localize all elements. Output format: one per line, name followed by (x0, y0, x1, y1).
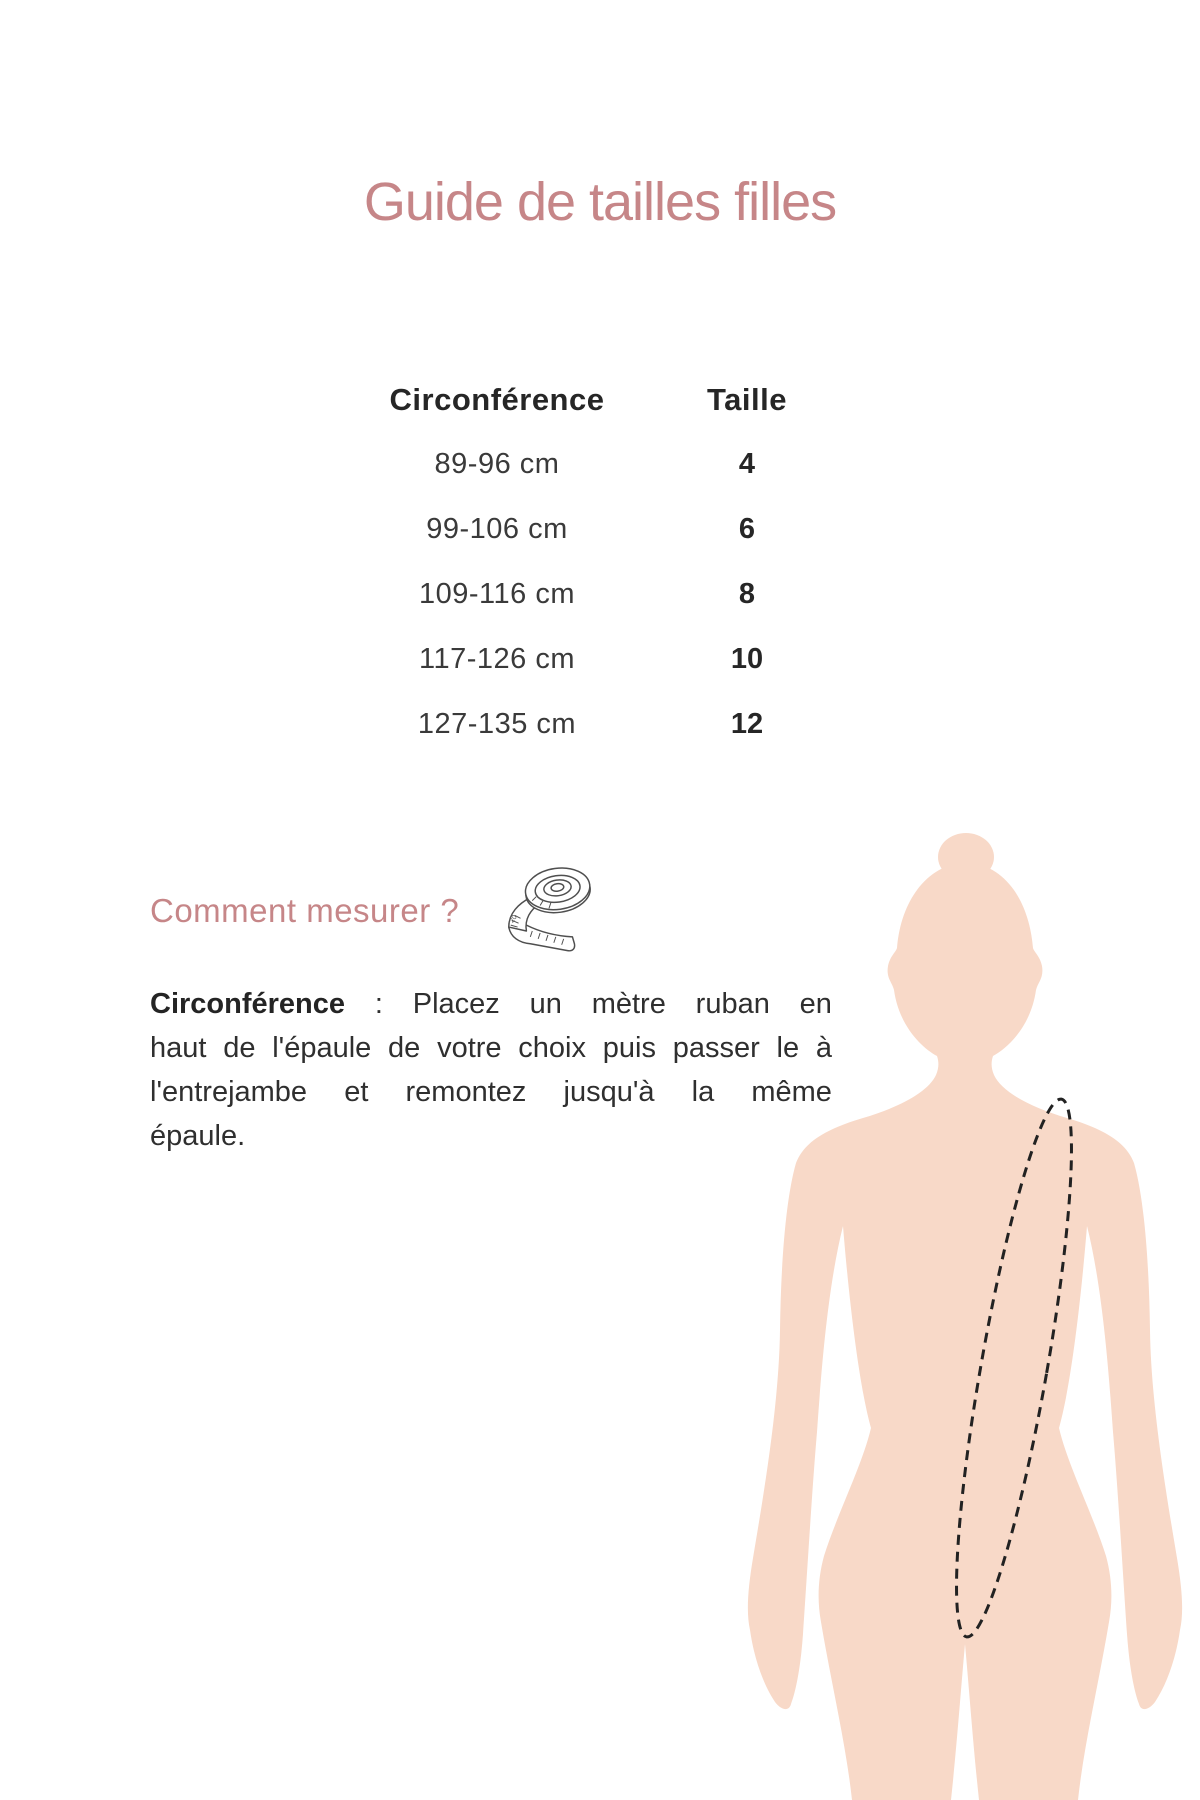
size-value: 8 (738, 578, 756, 610)
circumference-value: 127-135 cm (417, 708, 577, 740)
circumference-value: 89-96 cm (434, 448, 560, 480)
instruction-word: un (529, 988, 562, 1020)
circumference-value: 99-106 cm (426, 513, 568, 545)
measuring-tape-icon (497, 860, 595, 954)
instruction-line: épaule. (150, 1120, 246, 1152)
how-to-measure-heading: Comment mesurer ? (150, 892, 460, 929)
instruction-word: l'épaule (272, 1032, 372, 1064)
instruction-word: passer (672, 1032, 760, 1064)
instruction-line (150, 982, 832, 1026)
size-value: 12 (730, 708, 764, 740)
size-value: 4 (738, 448, 756, 480)
instruction-word: le (776, 1032, 800, 1064)
instruction-word: de (388, 1032, 421, 1064)
instruction-word: jusqu'à (563, 1076, 655, 1108)
instruction-word: ruban (695, 988, 770, 1020)
size-table-row (330, 497, 830, 562)
instruction-word: de (223, 1032, 256, 1064)
size-table-header-row (330, 367, 830, 432)
size-table-row (330, 692, 830, 757)
page-title: Guide de tailles filles (363, 172, 837, 232)
instruction-word: même (751, 1076, 832, 1108)
instruction-word: votre (437, 1032, 502, 1064)
instruction-word: l'entrejambe (150, 1076, 308, 1108)
instruction-word: en (799, 988, 832, 1020)
girl-silhouette (748, 833, 1182, 1800)
column-header-circumference: Circonférence (389, 382, 605, 417)
instruction-word: remontez (405, 1076, 527, 1108)
instruction-line (150, 1026, 832, 1070)
circumference-value: 109-116 cm (419, 578, 575, 610)
instruction-word: Placez (412, 988, 500, 1020)
instruction-word: à (815, 1032, 832, 1064)
size-table-row (330, 562, 830, 627)
size-value: 6 (738, 513, 756, 545)
size-table-row (330, 627, 830, 692)
instruction-word: puis (602, 1032, 656, 1064)
size-value: 10 (730, 643, 764, 675)
tape-number-label: 20 (508, 914, 519, 925)
measure-instruction (150, 982, 832, 1158)
instruction-word: : (374, 988, 383, 1020)
circumference-value: 117-126 cm (419, 643, 575, 675)
size-table (330, 367, 830, 757)
instruction-word: choix (518, 1032, 586, 1064)
instruction-line (150, 1070, 832, 1114)
size-table-row (330, 432, 830, 497)
instruction-word: mètre (591, 988, 666, 1020)
column-header-size: Taille (707, 382, 787, 417)
instruction-word: Circonférence (150, 988, 346, 1020)
instruction-word: la (691, 1076, 715, 1108)
instruction-word: haut (150, 1032, 207, 1064)
instruction-word: et (344, 1076, 369, 1108)
